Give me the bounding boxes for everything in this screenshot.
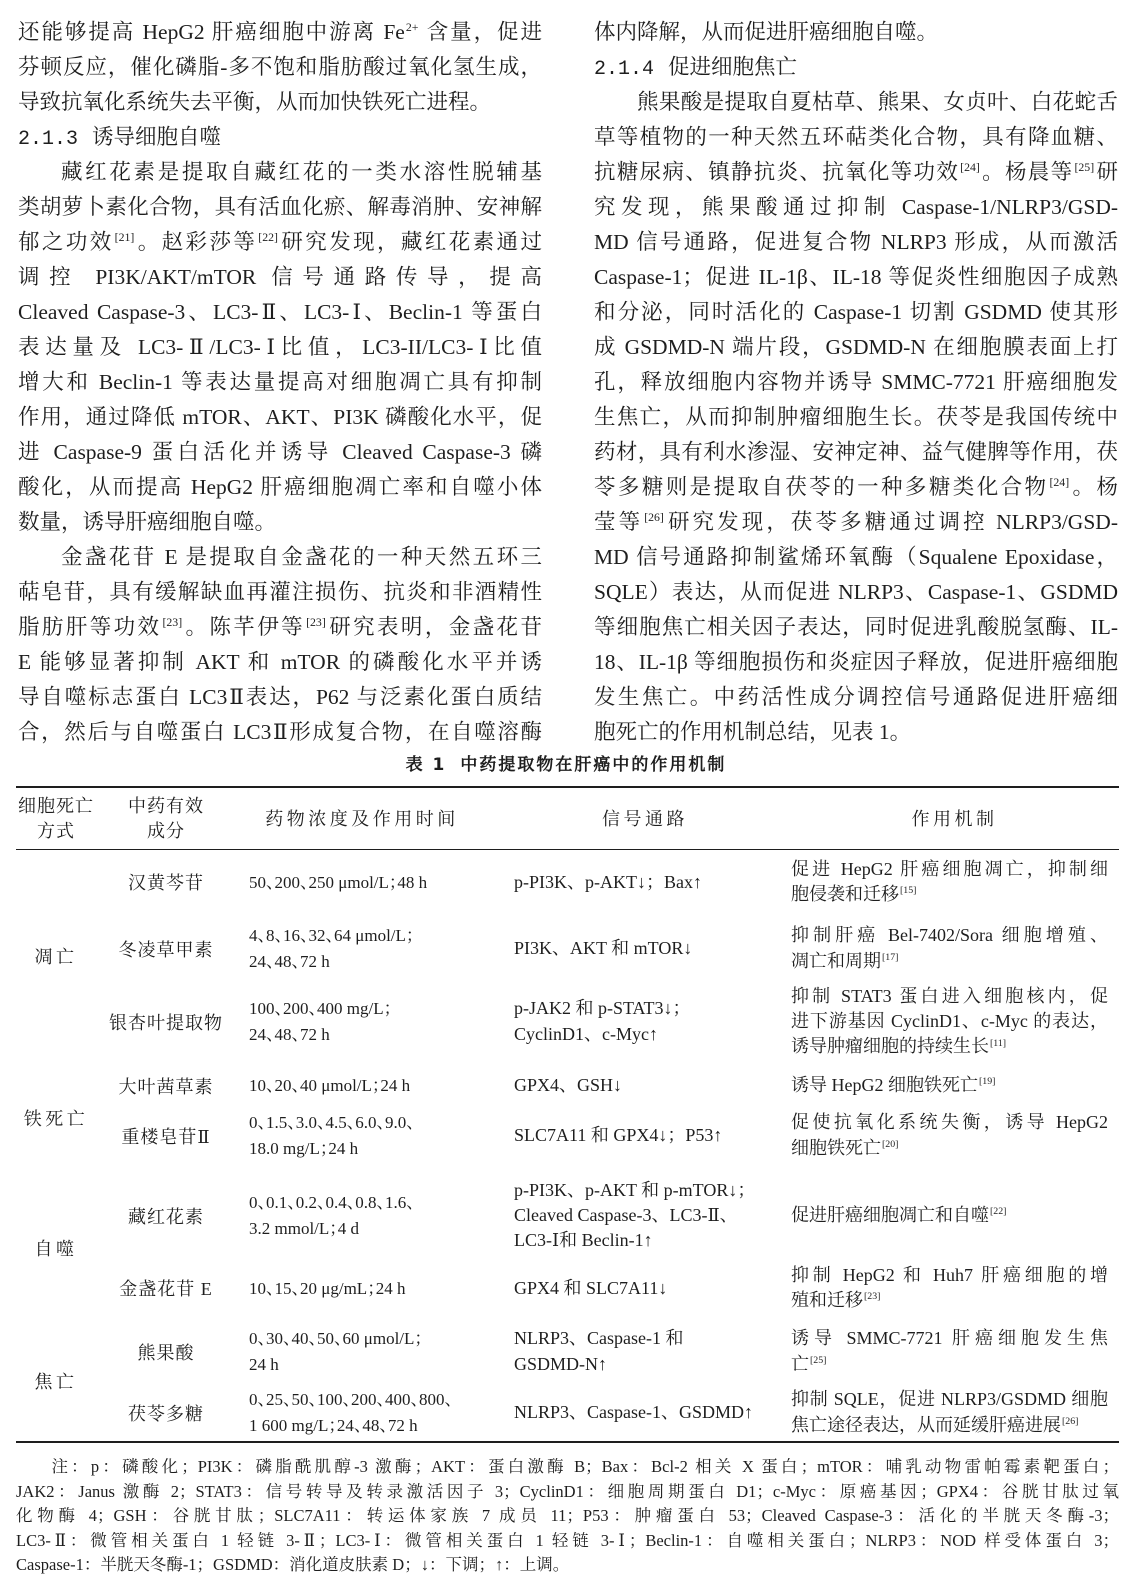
section-title: 诱导细胞自噬 bbox=[92, 125, 222, 149]
citation-ref: [23] bbox=[864, 1291, 881, 1303]
table-row bbox=[16, 983, 1119, 1062]
cell-pathway bbox=[488, 1256, 790, 1321]
text-run: 苓多糖则是提取自茯苓的一种多糖类化合物 bbox=[594, 475, 1049, 499]
cell-mechanism bbox=[790, 915, 1119, 983]
text-line: 和分泌，同时活化的 Caspase-1 切割 GSDMD 使其形 bbox=[594, 300, 1118, 324]
concentration-line: 24、48、72 h bbox=[249, 1024, 330, 1044]
text-run: 。杨晨等 bbox=[980, 160, 1074, 184]
text-line: SQLE）表达，从而促进 NLRP3、Caspase-1、GSDMD bbox=[594, 580, 1118, 604]
table-header-row bbox=[16, 788, 1119, 850]
text-line: 作用，通过降低 mTOR、AKT、PI3K 磷酸化水平，促 bbox=[18, 405, 542, 429]
cell-death-mode: 焦亡 bbox=[34, 1372, 78, 1393]
text-line: 金盏花苷 E 是提取自金盏花的一种天然五环三 bbox=[61, 545, 542, 569]
citation-ref: [25] bbox=[810, 1354, 827, 1366]
table-row bbox=[16, 1110, 1119, 1176]
mechanism-table bbox=[16, 788, 1119, 1442]
text-line: 数量，诱导肝癌细胞自噬。 bbox=[18, 510, 277, 534]
text-run: 细胞铁死亡 bbox=[791, 1137, 881, 1158]
text-line: 生焦亡，从而抑制肿瘤细胞生长。茯苓是我国传统中 bbox=[594, 405, 1118, 429]
cell-concentration bbox=[236, 915, 488, 983]
text-run: 研 bbox=[1095, 160, 1118, 184]
section-number: 2.1.4 bbox=[594, 58, 655, 81]
pathway-line: Cleaved Caspase-3、LC3-Ⅱ、 bbox=[514, 1205, 738, 1226]
text-line: 酸化，从而提高 HepG2 肝癌细胞凋亡率和自噬小体 bbox=[18, 475, 542, 499]
cell-mechanism bbox=[790, 850, 1119, 915]
citation-ref: [11] bbox=[990, 1037, 1007, 1049]
text-run: 。赵彩莎等 bbox=[135, 230, 258, 254]
text-line: MD 信号通路抑制鲨烯环氧酶（Squalene Epoxidase， bbox=[594, 545, 1118, 569]
text-run: 亡 bbox=[791, 1353, 809, 1374]
cell-pathway bbox=[488, 1383, 790, 1442]
citation-ref: [19] bbox=[979, 1075, 996, 1087]
cell-ingredient: 金盏花苷 E bbox=[119, 1279, 213, 1300]
citation-ref: [20] bbox=[882, 1138, 899, 1150]
paragraph bbox=[18, 540, 542, 750]
text-line bbox=[594, 155, 1118, 190]
text-line: 18、IL-1β 等细胞损伤和炎症因子释放，促进肝癌细胞 bbox=[594, 650, 1118, 674]
text-line: 合，然后与自噬蛋白 LC3Ⅱ形成复合物，在自噬溶酶 bbox=[18, 720, 542, 744]
concentration-line: 4、8、16、32、64 μmol/L； bbox=[249, 926, 415, 946]
header-line: 细胞死亡 bbox=[18, 796, 94, 816]
text-run: 莹等 bbox=[594, 510, 644, 534]
cell-ingredient: 汉黄芩苷 bbox=[128, 873, 204, 894]
cell-concentration bbox=[236, 850, 488, 915]
mechanism-line bbox=[791, 1073, 1108, 1098]
text-run: 诱导 HepG2 细胞铁死亡 bbox=[791, 1074, 978, 1095]
text-line: 究发现，熊果酸通过抑制 Caspase-1/NLRP3/GSD- bbox=[594, 195, 1118, 219]
mechanism-line bbox=[791, 949, 1108, 974]
table-row bbox=[16, 1383, 1119, 1442]
table-row bbox=[16, 1061, 1119, 1110]
text-line: 体内降解，从而促进肝癌细胞自噬。 bbox=[594, 20, 939, 44]
section-number: 2.1.3 bbox=[18, 128, 79, 151]
cell-ingredient: 银杏叶提取物 bbox=[109, 1012, 223, 1033]
text-line: 萜皂苷，具有缓解缺血再灌注损伤、抗炎和非酒精性 bbox=[18, 580, 542, 604]
text-run: 促进肝癌细胞凋亡和自噬 bbox=[791, 1205, 989, 1226]
cell-concentration bbox=[236, 1176, 488, 1257]
note-line: Caspase-1：半胱天冬酶-1；GSDMD：消化道皮肤素 D；↓：下调；↑：上调。 bbox=[16, 1555, 570, 1574]
cell-concentration bbox=[236, 1256, 488, 1321]
cell-concentration bbox=[236, 1061, 488, 1110]
text-run: 研究表明，金盏花苷 bbox=[326, 615, 542, 639]
text-line bbox=[594, 470, 1118, 505]
text-run: 研究发现，藏红花素通过 bbox=[278, 230, 542, 254]
citation-ref: [25] bbox=[1074, 159, 1095, 174]
mechanism-line: 抑制 HepG2 和 Huh7 肝癌细胞的增 bbox=[791, 1264, 1108, 1285]
cell-pathway bbox=[488, 1176, 790, 1257]
text-run: 含量，促进 bbox=[419, 20, 542, 44]
text-line bbox=[594, 505, 1118, 540]
paragraph bbox=[18, 155, 542, 540]
citation-ref: [26] bbox=[644, 509, 664, 524]
cell-pathway bbox=[488, 983, 790, 1062]
text-run: 胞侵袭和迁移 bbox=[791, 884, 899, 905]
mechanism-line: 抑制肝癌 Bel-7402/Sora 细胞增殖、 bbox=[791, 925, 1108, 946]
text-line: 药材，具有利水渗湿、安神定神、益气健脾等作用，茯 bbox=[594, 440, 1118, 464]
section-heading bbox=[594, 50, 1118, 85]
pathway-line: GPX4、GSH↓ bbox=[514, 1074, 623, 1095]
header-ingredient bbox=[96, 788, 236, 850]
mechanism-line: 促进 HepG2 肝癌细胞凋亡，抑制细 bbox=[791, 858, 1108, 879]
citation-ref: [21] bbox=[114, 229, 135, 244]
concentration-line: 24 h bbox=[249, 1354, 279, 1374]
cell-ingredient: 茯苓多糖 bbox=[128, 1403, 204, 1424]
mechanism-line: 进下游基因 CyclinD1、c-Myc 的表达， bbox=[791, 1011, 1108, 1032]
cell-ingredient: 大叶茜草素 bbox=[118, 1076, 214, 1097]
cell-pathway bbox=[488, 850, 790, 915]
text-line: 增大和 Beclin-1 等表达量提高对细胞凋亡具有抑制 bbox=[18, 370, 542, 394]
concentration-line: 0、0.1、0.2、0.4、0.8、1.6、 bbox=[249, 1193, 415, 1213]
cell-mechanism bbox=[790, 1256, 1119, 1321]
pathway-line: GSDMD-N↑ bbox=[514, 1353, 608, 1374]
text-line: 孔，释放细胞内容物并诱导 SMMC-7721 肝癌细胞发 bbox=[594, 370, 1118, 394]
text-line: 导致抗氧化系统失去平衡，从而加快铁死亡进程。 bbox=[18, 90, 492, 114]
citation-ref: [22] bbox=[990, 1206, 1007, 1218]
pathway-line: LC3-Ⅰ和 Beclin-1↑ bbox=[514, 1230, 653, 1251]
table-row bbox=[16, 1321, 1119, 1384]
pathway-line: NLRP3、Caspase-1、GSDMD↑ bbox=[514, 1401, 754, 1422]
header-death-mode bbox=[16, 788, 96, 850]
text-line: 熊果酸是提取自夏枯草、熊果、女贞叶、白花蛇舌 bbox=[637, 90, 1118, 114]
header-mechanism: 作用机制 bbox=[911, 808, 998, 829]
concentration-line: 0、25、50、100、200、400、800、 bbox=[249, 1390, 453, 1410]
text-run: 研究发现，茯苓多糖通过调控 NLRP3/GSD- bbox=[664, 510, 1118, 534]
text-line: 发生焦亡。中药活性成分调控信号通路促进肝癌细 bbox=[594, 685, 1118, 709]
concentration-line: 50、200、250 μmol/L；48 h bbox=[249, 872, 428, 892]
text-line: 芬顿反应，催化磷脂-多不饱和脂肪酸过氧化氢生成， bbox=[18, 55, 542, 79]
text-line: 类胡萝卜素化合物，具有活血化瘀、解毒消肿、安神解 bbox=[18, 195, 542, 219]
cell-ingredient: 熊果酸 bbox=[137, 1342, 195, 1363]
text-line: E 能够显著抑制 AKT 和 mTOR 的磷酸化水平并诱 bbox=[18, 650, 542, 674]
text-run: 殖和迁移 bbox=[791, 1290, 863, 1311]
pathway-line: p-PI3K、p-AKT↓；Bax↑ bbox=[514, 871, 702, 892]
citation-ref: [22] bbox=[258, 229, 278, 244]
cell-death-mode: 铁死亡 bbox=[23, 1109, 89, 1130]
text-line bbox=[18, 15, 542, 50]
header-pathway: 信号通路 bbox=[602, 808, 688, 829]
table-row bbox=[16, 1256, 1119, 1321]
table-body bbox=[16, 850, 1119, 1442]
cell-pathway bbox=[488, 1061, 790, 1110]
cell-concentration bbox=[236, 1110, 488, 1176]
citation-ref: [26] bbox=[1062, 1415, 1079, 1427]
paragraph bbox=[594, 15, 1118, 50]
cell-pathway bbox=[488, 1321, 790, 1384]
cell-mechanism bbox=[790, 1176, 1119, 1257]
citation-ref: [17] bbox=[882, 951, 899, 963]
text-line: 成 GSDMD-N 端片段，GSDMD-N 在细胞膜表面上打 bbox=[594, 335, 1118, 359]
cell-death-mode: 自噬 bbox=[34, 1239, 78, 1259]
concentration-line: 3.2 mmol/L；4 d bbox=[249, 1218, 360, 1238]
pathway-line: GPX4 和 SLC7A11↓ bbox=[514, 1277, 668, 1298]
pathway-line: p-PI3K、p-AKT 和 p-mTOR↓； bbox=[514, 1179, 756, 1200]
cell-pathway bbox=[488, 915, 790, 983]
cell-ingredient: 重楼皂苷Ⅱ bbox=[121, 1126, 211, 1147]
citation-ref: [15] bbox=[900, 885, 917, 897]
mechanism-line: 诱导 SMMC-7721 肝癌细胞发生焦 bbox=[791, 1328, 1108, 1349]
text-line: Cleaved Caspase-3、LC3-Ⅱ、LC3-Ⅰ、Beclin-1 等蛋白 bbox=[18, 300, 542, 324]
pathway-line: SLC7A11 和 GPX4↓；P53↑ bbox=[514, 1125, 723, 1146]
text-run: 焦亡途径表达，从而延缓肝癌进展 bbox=[791, 1414, 1061, 1435]
cell-death-mode: 凋亡 bbox=[34, 946, 78, 967]
concentration-line: 0、30、40、50、60 μmol/L； bbox=[249, 1329, 423, 1349]
header-line: 中药有效 bbox=[128, 796, 204, 816]
concentration-line: 18.0 mg/L；24 h bbox=[249, 1138, 359, 1158]
left-text-column bbox=[18, 15, 542, 750]
text-line: 藏红花素是提取自藏红花的一类水溶性脱辅基 bbox=[61, 160, 542, 184]
text-run: 抗糖尿病、镇静抗炎、抗氧化等功效 bbox=[594, 160, 960, 184]
text-line: 胞死亡的作用机制总结，见表 1。 bbox=[594, 720, 912, 744]
concentration-line: 100、200、400 mg/L； bbox=[249, 999, 393, 1019]
mechanism-line: 促使抗氧化系统失衡，诱导 HepG2 bbox=[791, 1112, 1108, 1133]
table-row bbox=[16, 850, 1119, 915]
text-run: 。杨 bbox=[1070, 475, 1118, 499]
table-label: 表 1 bbox=[405, 755, 447, 775]
cell-ingredient: 冬凌草甲素 bbox=[118, 939, 214, 960]
concentration-line: 1 600 mg/L；24、48、72 h bbox=[249, 1415, 418, 1435]
text-line: 等细胞焦亡相关因子表达，同时促进乳酸脱氢酶、IL- bbox=[594, 615, 1118, 639]
superscript: 2+ bbox=[405, 19, 419, 34]
concentration-line: 24、48、72 h bbox=[249, 951, 330, 971]
mechanism-line bbox=[791, 1352, 1108, 1377]
text-run: 诱导肿瘤细胞的持续生长 bbox=[791, 1036, 989, 1057]
mechanism-line bbox=[791, 1288, 1108, 1313]
right-text-column bbox=[594, 15, 1118, 750]
section-heading bbox=[18, 120, 542, 155]
mechanism-line bbox=[791, 1034, 1108, 1059]
text-line: 草等植物的一种天然五环萜类化合物，具有降血糖、 bbox=[594, 125, 1118, 149]
text-line: MD 信号通路，促进复合物 NLRP3 形成，从而激活 bbox=[594, 230, 1118, 254]
pathway-line: PI3K、AKT 和 mTOR↓ bbox=[514, 937, 693, 958]
text-run: 凋亡和周期 bbox=[791, 950, 881, 971]
text-line bbox=[18, 610, 542, 645]
concentration-line: 10、15、20 μg/mL；24 h bbox=[249, 1278, 406, 1298]
text-line: Caspase-1；促进 IL-1β、IL-18 等促炎性细胞因子成熟 bbox=[594, 265, 1118, 289]
table-title bbox=[0, 753, 1132, 777]
text-line: 进 Caspase-9 蛋白活化并诱导 Cleaved Caspase-3 磷 bbox=[18, 440, 542, 464]
header-line: 成分 bbox=[147, 821, 185, 841]
cell-mechanism bbox=[790, 1383, 1119, 1442]
header-concentration: 药物浓度及作用时间 bbox=[265, 808, 459, 829]
section-title: 促进细胞焦亡 bbox=[668, 55, 798, 79]
text-line: 表达量及 LC3-Ⅱ/LC3-Ⅰ比值，LC3-II/LC3-Ⅰ比值 bbox=[18, 335, 542, 359]
pathway-line: NLRP3、Caspase-1 和 bbox=[514, 1328, 684, 1349]
cell-ingredient: 藏红花素 bbox=[128, 1206, 204, 1227]
pathway-line: CyclinD1、c-Myc↑ bbox=[514, 1023, 658, 1044]
text-run: 郁之功效 bbox=[18, 230, 114, 254]
note-line: 注：p：磷酸化；PI3K：磷脂酰肌醇-3 激酶；AKT：蛋白激酶 B；Bax：Bcl-2 相关 X 蛋白；mTOR：哺乳动物雷帕霉素靶蛋白； bbox=[51, 1457, 1119, 1476]
text-run: 。陈芊伊等 bbox=[183, 615, 306, 639]
cell-mechanism bbox=[790, 983, 1119, 1062]
table-caption: 中药提取物在肝癌中的作用机制 bbox=[460, 755, 727, 775]
mechanism-line bbox=[791, 1203, 1108, 1228]
mechanism-line bbox=[791, 1136, 1108, 1161]
table-notes bbox=[16, 1455, 1119, 1578]
header-line: 方式 bbox=[37, 821, 75, 841]
cell-pathway bbox=[488, 1110, 790, 1176]
cell-mechanism bbox=[790, 1321, 1119, 1384]
mechanism-line: 抑制 STAT3 蛋白进入细胞核内，促 bbox=[791, 985, 1108, 1006]
table-row bbox=[16, 915, 1119, 983]
cell-concentration bbox=[236, 1321, 488, 1384]
cell-concentration bbox=[236, 1383, 488, 1442]
citation-ref: [23] bbox=[162, 614, 183, 629]
citation-ref: [24] bbox=[960, 159, 980, 174]
citation-ref: [23] bbox=[306, 614, 326, 629]
text-line: 调控 PI3K/AKT/mTOR 信号通路传导，提高 bbox=[18, 265, 542, 289]
pathway-line: p-JAK2 和 p-STAT3↓； bbox=[514, 998, 691, 1019]
mechanism-line bbox=[791, 1413, 1108, 1438]
paragraph bbox=[594, 85, 1118, 750]
citation-ref: [24] bbox=[1049, 474, 1070, 489]
table-row bbox=[16, 1176, 1119, 1257]
text-run: 脂肪肝等功效 bbox=[18, 615, 162, 639]
concentration-line: 10、20、40 μmol/L；24 h bbox=[249, 1075, 411, 1095]
cell-mechanism bbox=[790, 1110, 1119, 1176]
mechanism-line bbox=[791, 882, 1108, 907]
concentration-line: 0、1.5、3.0、4.5、6.0、9.0、 bbox=[249, 1113, 415, 1133]
cell-mechanism bbox=[790, 1061, 1119, 1110]
text-line bbox=[18, 225, 542, 260]
text-run: 还能够提高 HepG2 肝癌细胞中游离 Fe bbox=[18, 20, 405, 44]
mechanism-line: 抑制 SQLE，促进 NLRP3/GSDMD 细胞 bbox=[791, 1389, 1108, 1410]
text-line: 导自噬标志蛋白 LC3Ⅱ表达，P62 与泛素化蛋白质结 bbox=[18, 685, 542, 709]
note-line: JAK2：Janus 激酶 2；STAT3：信号转导及转录激活因子 3；CyclinD1：细胞周期蛋白 D1；c-Myc：原癌基因；GPX4：谷胱甘肽过氧 bbox=[16, 1481, 1119, 1501]
cell-concentration bbox=[236, 983, 488, 1062]
note-line: 化物酶 4；GSH：谷胱甘肽；SLC7A11：转运体家族 7 成员 11；P53：肿瘤蛋白 53；Cleaved Caspase-3：活化的半胱天冬酶-3； bbox=[16, 1506, 1119, 1525]
paragraph bbox=[18, 15, 542, 120]
note-line: LC3-Ⅱ：微管相关蛋白 1 轻链 3-Ⅱ；LC3-Ⅰ：微管相关蛋白 1 轻链 3-Ⅰ；Beclin-1：自噬相关蛋白；NLRP3：NOD 样受体蛋白 3； bbox=[16, 1530, 1119, 1550]
